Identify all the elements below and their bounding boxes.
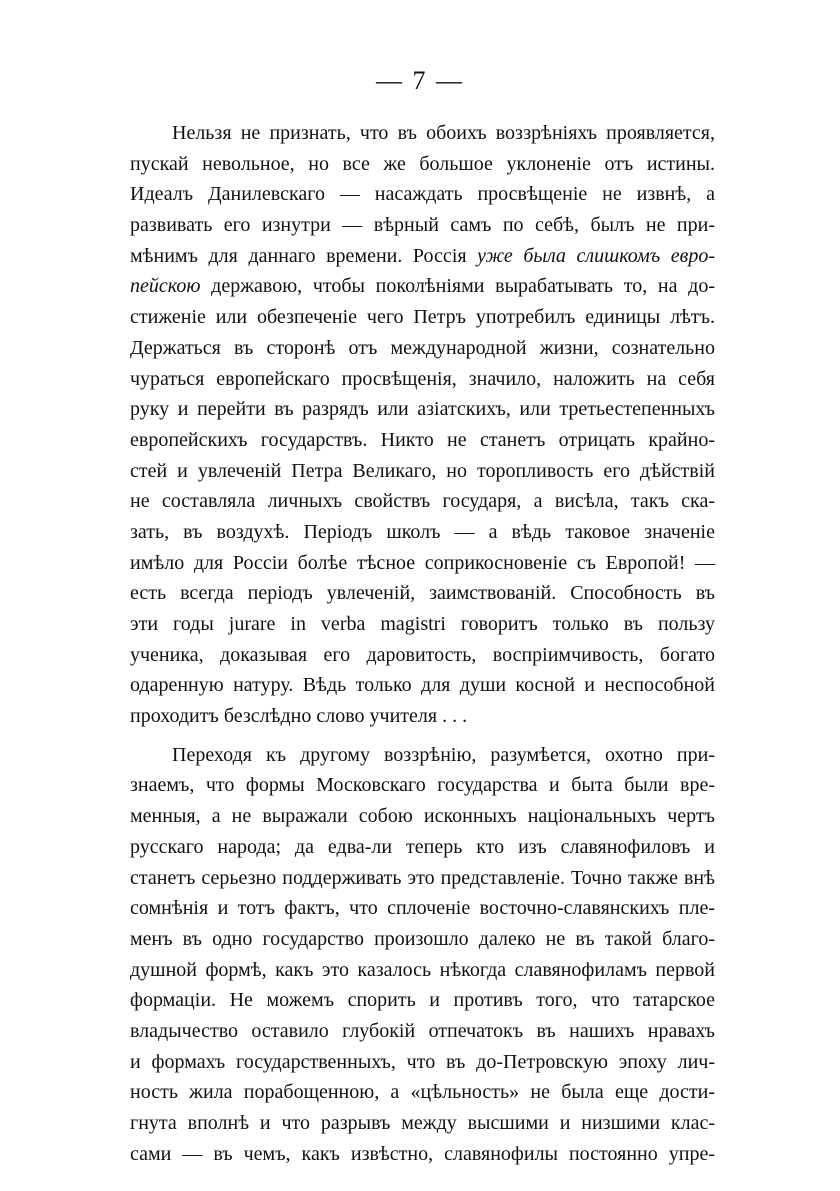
text-line: менъ въ одно государство произошло далеко не въ такой благо-	[130, 927, 715, 950]
text-line: европейскихъ государствъ. Никто не станетъ отрицать крайно-	[130, 428, 715, 451]
text-line: руку и перейти въ разрядъ или азiатскихъ, или третьестепенныхъ	[130, 398, 715, 421]
text-line: не составляла личныхъ свойствъ государя, а висѣла, такъ ска-	[130, 490, 715, 513]
text-line: и формахъ государственныхъ, что въ до-Петровскую эпоху лич-	[130, 1050, 715, 1073]
italic-phrase: уже была слишкомъ евро-	[477, 244, 715, 267]
text-line: сомнѣнiя и тотъ фактъ, что сплоченiе восточно-славянскихъ пле-	[130, 897, 715, 920]
text-line: чураться европейскаго просвѣщенiя, значило, наложить на себя	[130, 367, 715, 390]
text-line: Держаться въ сторонѣ отъ международной жизни, сознательно	[130, 336, 715, 359]
text-line: душной формѣ, какъ это казалось нѣкогда славянофиламъ первой	[130, 958, 715, 981]
text-line: сами — въ чемъ, какъ извѣстно, славянофилы постоянно упре-	[130, 1142, 715, 1165]
text-line: есть всегда перiодъ увлеченiй, заимствованiй. Способность въ	[130, 582, 715, 605]
text-line: имѣло для Россiи болѣе тѣсное соприкосновенiе съ Европой! —	[130, 551, 715, 574]
text-line: гнута вполнѣ и что разрывъ между высшими и низшими клас-	[130, 1112, 715, 1134]
text-line: знаемъ, что формы Московскаго государства и быта были вре-	[130, 774, 715, 797]
text-line: развивать его изнутри — вѣрный самъ по себѣ, былъ не при-	[130, 214, 715, 237]
italic-phrase: пейскою	[130, 275, 201, 298]
paragraph-gap	[130, 732, 715, 740]
text-line: Нельзя не признать, что въ обоихъ воззрѣнiяхъ проявляется,	[172, 122, 715, 144]
text-line: эти годы jurare in verba magistri говоритъ только въ пользу	[130, 613, 715, 635]
text-line-with-italic	[130, 271, 715, 302]
text-line: ность жила порабощенною, а «цѣльность» не была еще дости-	[130, 1081, 715, 1104]
text-line: Идеалъ Данилевскаго — насаждать просвѣщенiе не извнѣ, а	[130, 183, 715, 206]
text-segment: мѣнимъ для даннаго времени. Россiя	[130, 244, 467, 267]
text-line: русскаго народа; да едва-ли теперь кто изъ славянофиловъ и	[130, 835, 715, 858]
text-line: менныя, а не выражали собою исконныхъ нацiональныхъ чертъ	[130, 805, 715, 828]
text-line: формацiи. Не можемъ спорить и противъ того, что татарское	[130, 989, 715, 1012]
text-line-with-italic	[130, 241, 715, 272]
text-line: зать, въ воздухѣ. Перiодъ школъ — а вѣдь таковое значенiе	[130, 520, 715, 543]
text-line: одаренную натуру. Вѣдь только для души косной и неспособной	[130, 674, 715, 697]
text-line: Переходя къ другому воззрѣнiю, разумѣется, охотно при-	[172, 743, 715, 766]
text-line: станетъ серьезно поддерживать это представленiе. Точно также внѣ	[130, 866, 715, 889]
text-segment: державою, чтобы поколѣнiями вырабатывать то, на до-	[211, 275, 716, 298]
text-line: проходитъ безслѣдно слово учителя . . .	[130, 705, 468, 728]
text-line: владычество оставило глубокiй отпечатокъ въ нашихъ нравахъ	[130, 1019, 715, 1042]
text-line: стиженiе или обезпеченiе чего Петръ употребилъ единицы лѣтъ.	[130, 306, 715, 329]
page-number: — 7 —	[376, 66, 464, 95]
text-line: пускай невольное, но все же большое уклоненiе отъ истины.	[130, 152, 715, 175]
text-line: стей и увлеченiй Петра Великаго, но торопливость его дѣйствiй	[130, 459, 715, 482]
body-text	[130, 118, 715, 1169]
text-line: ученика, доказывая его даровитость, воспрiимчивость, богато	[130, 643, 715, 666]
